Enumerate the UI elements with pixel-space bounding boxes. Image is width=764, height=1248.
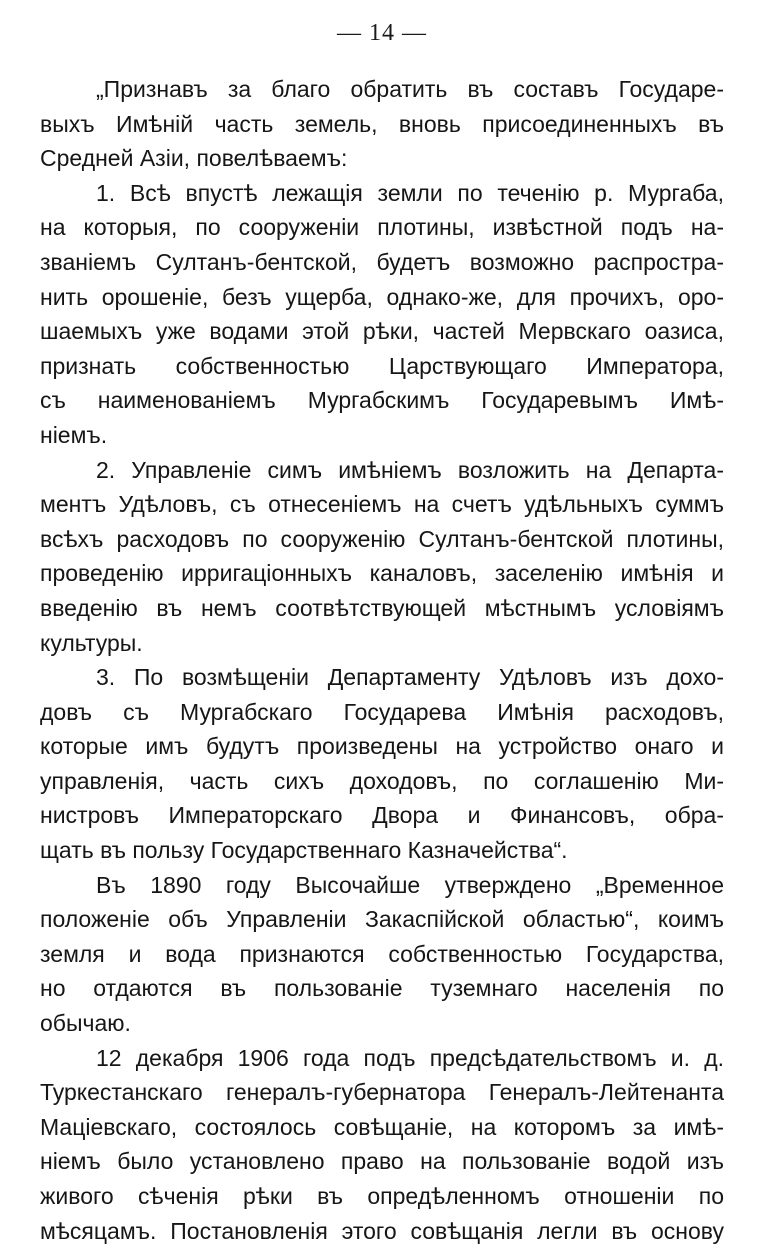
- text-line: 12 декабря 1906 года подъ предсѣдательствомъ и. д.: [96, 1044, 724, 1071]
- text-line: земля и вода признаются собственностью Государства,: [40, 940, 724, 967]
- text-line: Туркестанскаго генералъ-губернатора Генералъ-Лейтенанта: [40, 1079, 724, 1106]
- text-line: Маціевскаго, состоялось совѣщаніе, на которомъ за имѣ-: [40, 1113, 724, 1140]
- text-line: Въ 1890 году Высочайше утверждено „Временное: [96, 871, 724, 898]
- text-line: нистровъ Императорскаго Двора и Финансовъ, обра-: [40, 802, 724, 829]
- text-line: нить орошеніе, безъ ущерба, однако-же, для прочихъ, оро-: [40, 283, 724, 310]
- text-line: выхъ Имѣній часть земель, вновь присоединенныхъ въ: [40, 110, 724, 137]
- text-line: живого сѣченія рѣки въ опредѣленномъ отношеніи по: [40, 1183, 724, 1209]
- text-body: [40, 72, 724, 1248]
- text-line: ніемъ.: [40, 421, 108, 448]
- text-line: культуры.: [40, 629, 143, 656]
- paragraph: [40, 660, 724, 868]
- text-line: признать собственностью Царствующаго Императора,: [40, 352, 724, 379]
- text-line: съ наименованіемъ Мургабскимъ Государевымъ Имѣ-: [40, 387, 724, 414]
- paragraph: [40, 176, 724, 453]
- text-line: званіемъ Султанъ-бентской, будетъ возможно распростра-: [40, 248, 724, 275]
- text-line: „Признавъ за благо обратить въ составъ Государе-: [96, 76, 724, 102]
- text-line: шаемыхъ уже водами этой рѣки, частей Мервскаго оазиса,: [40, 318, 724, 345]
- text-line: положеніе объ Управленіи Закаспійской областью“, коимъ: [40, 906, 724, 933]
- paragraph: [40, 72, 724, 176]
- text-line: довъ съ Мургабскаго Государева Имѣнія расходовъ,: [40, 698, 724, 725]
- text-line: которые имъ будутъ произведены на устройство онаго и: [40, 733, 724, 760]
- text-line: ментъ Удѣловъ, съ отнесеніемъ на счетъ удѣльныхъ суммъ: [40, 491, 724, 518]
- text-line: щать въ пользу Государственнаго Казначейства“.: [40, 837, 568, 864]
- text-line: 2. Управленіе симъ имѣніемъ возложить на Департа-: [96, 456, 724, 483]
- text-line: обычаю.: [40, 1010, 131, 1037]
- paragraph: [40, 868, 724, 1041]
- text-line: мѣсяцамъ. Постановленія этого совѣщанія легли въ основу: [40, 1217, 724, 1244]
- text-line: введенію въ немъ соотвѣтствующей мѣстнымъ условіямъ: [40, 594, 724, 621]
- text-line: управленія, часть сихъ доходовъ, по соглашенію Ми-: [40, 767, 724, 794]
- text-line: ніемъ было установлено право на пользованіе водой изъ: [40, 1148, 724, 1175]
- text-line: всѣхъ расходовъ по сооруженію Султанъ-бентской плотины,: [40, 525, 724, 552]
- text-line: 1. Всѣ впустѣ лежащія земли по теченію р. Мургаба,: [96, 179, 724, 206]
- text-line: но отдаются въ пользованіе туземнаго населенія по: [40, 975, 724, 1002]
- paragraph: [40, 453, 724, 661]
- text-line: 3. По возмѣщеніи Департаменту Удѣловъ изъ дохо-: [96, 664, 724, 691]
- text-line: проведенію ирригаціонныхъ каналовъ, заселенію имѣнія и: [40, 560, 724, 587]
- page-number: — 14 —: [337, 20, 427, 46]
- paragraph: [40, 1041, 724, 1248]
- text-line: на которыя, по сооруженіи плотины, извѣстной подъ на-: [40, 214, 724, 241]
- text-line: Средней Азіи, повелѣваемъ:: [40, 145, 348, 172]
